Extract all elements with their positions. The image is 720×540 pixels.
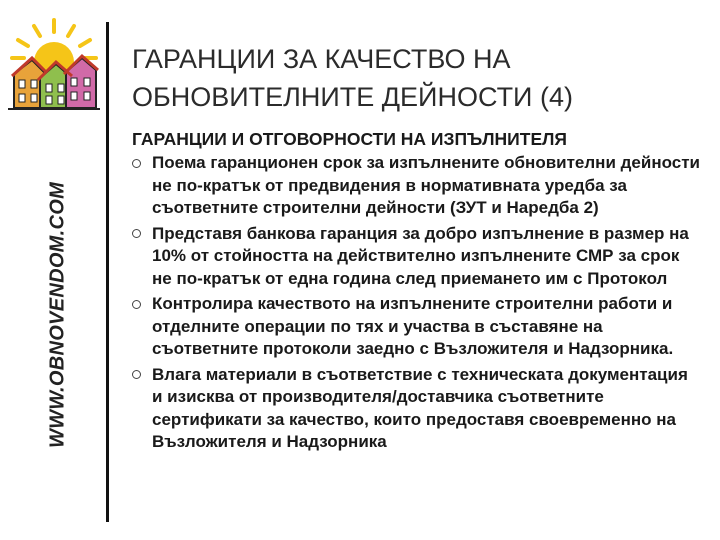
bullet-text: Контролира качеството на изпълнените строителни работи и отделните операции по тях и участва в съставяне на съответните протоколи заедно с Възложителя и Надзорника. xyxy=(152,294,674,358)
circle-bullet-icon xyxy=(132,223,152,245)
bullet-text: Поема гаранционен срок за изпълнените обновителни дейности не по-кратък от предвидения в нормативната уредба за съответните строителни дейности (ЗУТ и Наредба 2) xyxy=(152,153,700,217)
sun-over-houses-logo xyxy=(4,16,104,116)
bullet-text: Влага материали в съответствие с техническата документация и изисква от производителя/доставчика съответните сертификати за качество, които предоставя своевременно на Възложителя и Надзорника xyxy=(152,364,688,451)
list-item xyxy=(132,223,702,291)
list-item xyxy=(132,152,702,220)
circle-bullet-icon xyxy=(132,152,152,174)
list-item xyxy=(132,364,702,454)
bullet-list xyxy=(132,152,702,457)
bullet-text: Представя банкова гаранция за добро изпълнение в размер на 10% от стойността на действително изпълнените СМР за срок не по-кратък от една година след приемането им с Протокол xyxy=(152,223,689,288)
website-url-vertical: WWW.OBNOVENDOM.COM xyxy=(46,181,69,449)
section-heading: ГАРАНЦИИ И ОТГОВОРНОСТИ НА ИЗПЪЛНИТЕЛЯ xyxy=(132,129,567,149)
circle-bullet-icon xyxy=(132,364,152,386)
circle-bullet-icon xyxy=(132,293,152,315)
slide-title: ГАРАНЦИИ ЗА КАЧЕСТВО НА ОБНОВИТЕЛНИТЕ ДЕЙНОСТИ (4) xyxy=(132,44,573,112)
list-item xyxy=(132,293,702,361)
divider-line xyxy=(106,22,109,522)
